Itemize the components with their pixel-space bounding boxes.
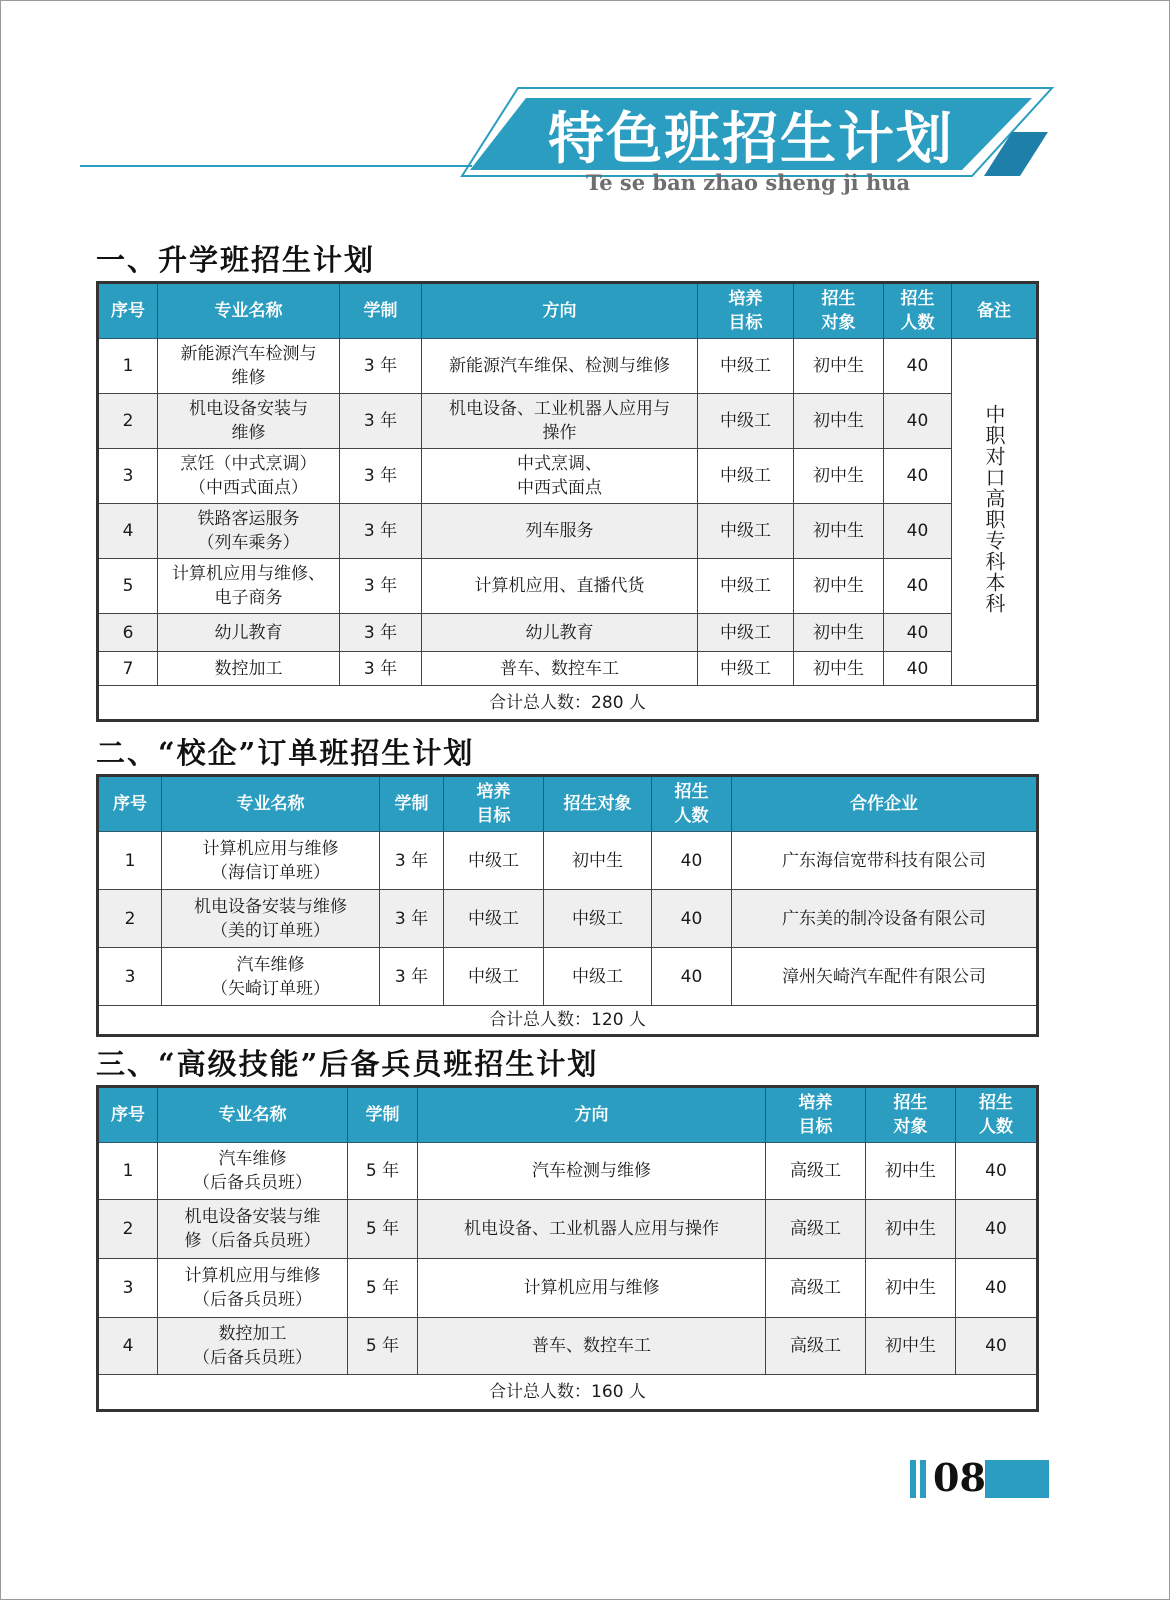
remark-text: 中职对口高职专科本科 <box>982 403 1006 614</box>
table-row <box>98 394 1038 449</box>
table-cell: 初中生 <box>794 504 884 559</box>
table-cell: 幼儿教育 <box>158 614 340 652</box>
table-cell: 40 <box>652 832 732 890</box>
table-cell: 新能源汽车维保、检测与维修 <box>422 339 698 394</box>
table-cell: 3 <box>98 449 158 504</box>
table-row <box>98 449 1038 504</box>
table-cell: 机电设备安装与 维修 <box>158 394 340 449</box>
table-cell: 3 年 <box>380 890 444 948</box>
table-cell: 初中生 <box>794 652 884 686</box>
table-cell: 40 <box>956 1318 1038 1375</box>
table-cell: 3 年 <box>340 559 422 614</box>
table-row <box>98 1143 1038 1200</box>
column-header: 招生 人数 <box>884 283 952 339</box>
column-header: 专业名称 <box>162 776 380 832</box>
table-cell: 1 <box>98 339 158 394</box>
column-header: 培养 目标 <box>698 283 794 339</box>
table-cell: 汽车检测与维修 <box>418 1143 766 1200</box>
table-cell: 中级工 <box>698 614 794 652</box>
table-row <box>98 832 1038 890</box>
section2-header-row <box>98 776 1038 832</box>
table-cell: 5 年 <box>348 1318 418 1375</box>
table-cell: 新能源汽车检测与 维修 <box>158 339 340 394</box>
table-row <box>98 1318 1038 1375</box>
table-cell: 中级工 <box>698 559 794 614</box>
column-header: 招生 人数 <box>652 776 732 832</box>
table-cell: 计算机应用与维修、 电子商务 <box>158 559 340 614</box>
remark-cell <box>952 339 1038 686</box>
column-header: 方向 <box>422 283 698 339</box>
table-cell: 40 <box>884 339 952 394</box>
table-cell: 计算机应用与维修 （海信订单班） <box>162 832 380 890</box>
table-row <box>98 339 1038 394</box>
table-cell: 初中生 <box>794 559 884 614</box>
page-number-bar <box>920 1460 926 1498</box>
table-cell: 幼儿教育 <box>422 614 698 652</box>
table-row <box>98 890 1038 948</box>
table-cell: 计算机应用与维修 <box>418 1259 766 1318</box>
table-cell: 机电设备、工业机器人应用与 操作 <box>422 394 698 449</box>
table-row <box>98 1259 1038 1318</box>
table-cell: 高级工 <box>766 1318 866 1375</box>
table-row <box>98 504 1038 559</box>
section1-header-row <box>98 283 1038 339</box>
table-cell: 5 年 <box>348 1200 418 1259</box>
column-header: 序号 <box>98 1087 158 1143</box>
table-cell: 普车、数控车工 <box>422 652 698 686</box>
table-cell: 40 <box>956 1259 1038 1318</box>
table-cell: 中级工 <box>698 504 794 559</box>
table-cell: 初中生 <box>794 394 884 449</box>
table-cell: 高级工 <box>766 1259 866 1318</box>
table-cell: 5 <box>98 559 158 614</box>
table-cell: 列车服务 <box>422 504 698 559</box>
table-cell: 40 <box>652 890 732 948</box>
column-header: 培养 目标 <box>444 776 544 832</box>
table-cell: 40 <box>956 1143 1038 1200</box>
table-cell: 中级工 <box>444 890 544 948</box>
table-cell: 5 年 <box>348 1143 418 1200</box>
table-cell: 初中生 <box>794 614 884 652</box>
column-header: 备注 <box>952 283 1038 339</box>
table-cell: 4 <box>98 1318 158 1375</box>
table-cell: 3 年 <box>340 652 422 686</box>
page-number: 08 <box>933 1455 986 1500</box>
table-cell: 中级工 <box>544 890 652 948</box>
table-cell: 40 <box>884 559 952 614</box>
section1-table <box>96 281 1039 722</box>
table-cell: 6 <box>98 614 158 652</box>
table-cell: 初中生 <box>794 339 884 394</box>
table-cell: 铁路客运服务 （列车乘务） <box>158 504 340 559</box>
table-cell: 高级工 <box>766 1143 866 1200</box>
table-row <box>98 1200 1038 1259</box>
table-cell: 初中生 <box>866 1259 956 1318</box>
table-cell: 1 <box>98 832 162 890</box>
table-cell: 中级工 <box>698 339 794 394</box>
total-row <box>98 1006 1038 1036</box>
header-banner <box>0 0 1170 210</box>
table-cell: 初中生 <box>794 449 884 504</box>
section3-table <box>96 1085 1039 1412</box>
column-header: 序号 <box>98 776 162 832</box>
table-cell: 40 <box>884 504 952 559</box>
section3-header-row <box>98 1087 1038 1143</box>
table-row <box>98 559 1038 614</box>
table-cell: 烹饪（中式烹调） （中西式面点） <box>158 449 340 504</box>
table-cell: 40 <box>884 394 952 449</box>
table-cell: 3 年 <box>380 832 444 890</box>
page-subtitle: Te se ban zhao sheng ji hua <box>586 170 911 195</box>
column-header: 专业名称 <box>158 283 340 339</box>
column-header: 序号 <box>98 283 158 339</box>
section2-title: 二、“校企”订单班招生计划 <box>96 736 475 770</box>
column-header: 培养 目标 <box>766 1087 866 1143</box>
table-row <box>98 948 1038 1006</box>
section2-table <box>96 774 1039 1037</box>
table-cell: 40 <box>884 449 952 504</box>
total-row <box>98 686 1038 721</box>
total-count: 合计总人数：160 人 <box>98 1375 1038 1411</box>
table-cell: 40 <box>956 1200 1038 1259</box>
table-cell: 中级工 <box>544 948 652 1006</box>
column-header: 专业名称 <box>158 1087 348 1143</box>
page-number-bar <box>910 1460 916 1498</box>
total-row <box>98 1375 1038 1411</box>
table-cell: 40 <box>884 652 952 686</box>
table-cell: 4 <box>98 504 158 559</box>
table-cell: 数控加工 <box>158 652 340 686</box>
table-cell: 汽车维修 （后备兵员班） <box>158 1143 348 1200</box>
table-cell: 初中生 <box>866 1318 956 1375</box>
table-cell: 机电设备安装与维修 （美的订单班） <box>162 890 380 948</box>
table-cell: 机电设备安装与维 修（后备兵员班） <box>158 1200 348 1259</box>
table-cell: 汽车维修 （矢崎订单班） <box>162 948 380 1006</box>
table-cell: 3 年 <box>340 504 422 559</box>
page-number-block <box>985 1460 1049 1498</box>
column-header: 合作企业 <box>732 776 1038 832</box>
section3-title: 三、“高级技能”后备兵员班招生计划 <box>96 1047 599 1081</box>
table-cell: 2 <box>98 890 162 948</box>
table-cell: 1 <box>98 1143 158 1200</box>
table-cell: 5 年 <box>348 1259 418 1318</box>
total-count: 合计总人数：120 人 <box>98 1006 1038 1036</box>
table-cell: 中级工 <box>444 948 544 1006</box>
table-cell: 数控加工 （后备兵员班） <box>158 1318 348 1375</box>
column-header: 招生 对象 <box>866 1087 956 1143</box>
table-cell: 2 <box>98 1200 158 1259</box>
table-cell: 40 <box>652 948 732 1006</box>
table-cell: 计算机应用与维修 （后备兵员班） <box>158 1259 348 1318</box>
table-cell: 漳州矢崎汽车配件有限公司 <box>732 948 1038 1006</box>
table-cell: 普车、数控车工 <box>418 1318 766 1375</box>
table-cell: 初中生 <box>866 1200 956 1259</box>
table-cell: 3 年 <box>340 614 422 652</box>
table-cell: 机电设备、工业机器人应用与操作 <box>418 1200 766 1259</box>
section1-title: 一、升学班招生计划 <box>96 243 376 277</box>
table-cell: 广东海信宽带科技有限公司 <box>732 832 1038 890</box>
column-header: 招生 人数 <box>956 1087 1038 1143</box>
column-header: 学制 <box>348 1087 418 1143</box>
table-cell: 中式烹调、 中西式面点 <box>422 449 698 504</box>
table-cell: 广东美的制冷设备有限公司 <box>732 890 1038 948</box>
table-cell: 7 <box>98 652 158 686</box>
column-header: 招生对象 <box>544 776 652 832</box>
page-title: 特色班招生计划 <box>548 106 954 172</box>
table-cell: 3 年 <box>380 948 444 1006</box>
table-cell: 计算机应用、直播代货 <box>422 559 698 614</box>
table-cell: 中级工 <box>698 449 794 504</box>
table-cell: 2 <box>98 394 158 449</box>
table-cell: 初中生 <box>866 1143 956 1200</box>
table-cell: 40 <box>884 614 952 652</box>
table-cell: 中级工 <box>444 832 544 890</box>
column-header: 招生 对象 <box>794 283 884 339</box>
table-cell: 3 <box>98 948 162 1006</box>
column-header: 学制 <box>340 283 422 339</box>
table-cell: 3 年 <box>340 449 422 504</box>
table-cell: 中级工 <box>698 394 794 449</box>
table-cell: 3 年 <box>340 339 422 394</box>
table-row <box>98 652 1038 686</box>
column-header: 方向 <box>418 1087 766 1143</box>
table-cell: 高级工 <box>766 1200 866 1259</box>
table-cell: 3 年 <box>340 394 422 449</box>
table-cell: 初中生 <box>544 832 652 890</box>
table-row <box>98 614 1038 652</box>
table-cell: 3 <box>98 1259 158 1318</box>
column-header: 学制 <box>380 776 444 832</box>
table-cell: 中级工 <box>698 652 794 686</box>
total-count: 合计总人数：280 人 <box>98 686 1038 721</box>
